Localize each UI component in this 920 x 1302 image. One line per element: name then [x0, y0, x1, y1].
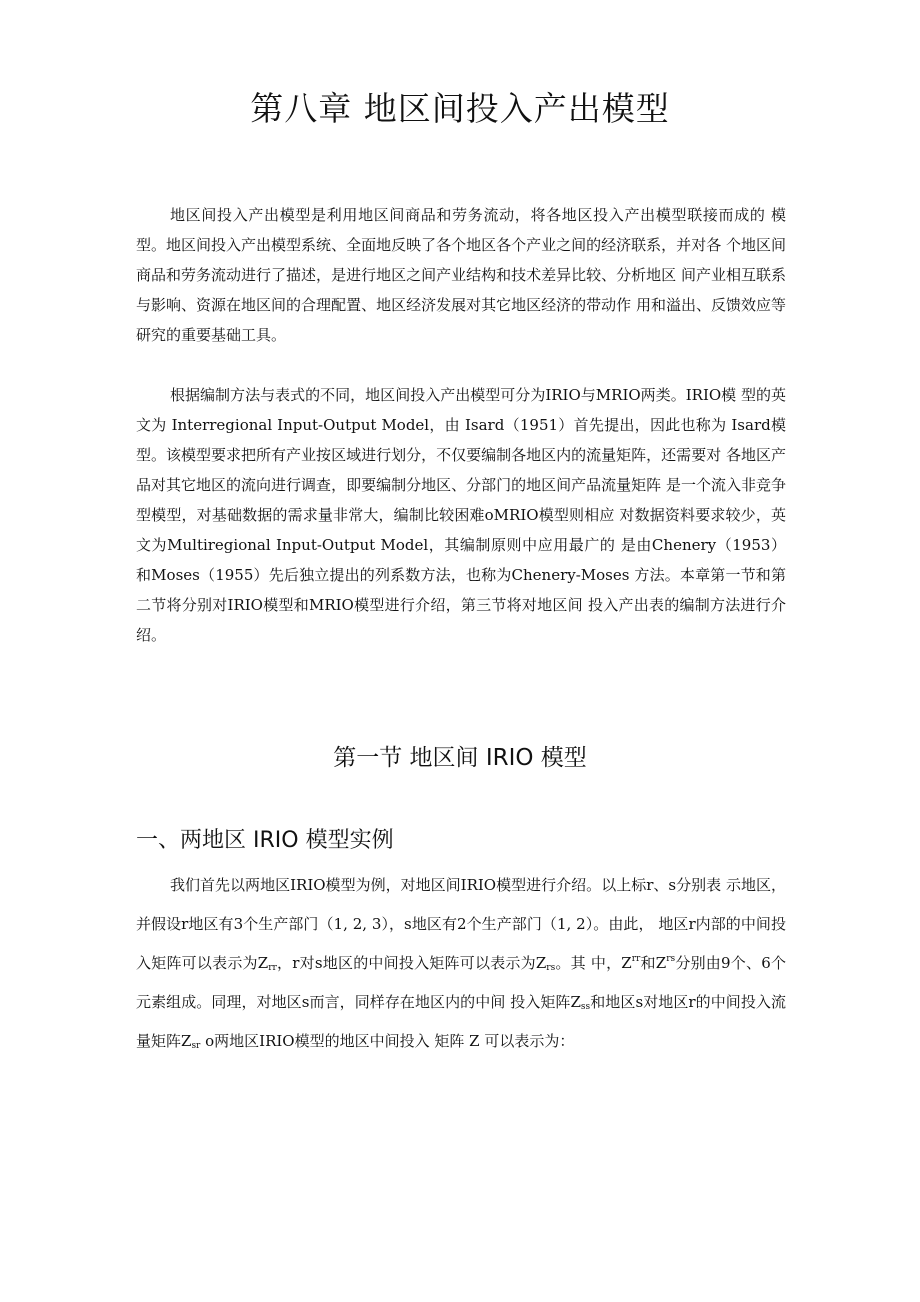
superscript-rs: rs	[666, 954, 676, 964]
irio-example-paragraph	[136, 866, 786, 1061]
text-run: 我们首先以两地区IRIO模型为例，对地区间IRIO模型进行介绍。以上标r、s分别表 示地区，并假设r地区有3个生产部门（1, 2, 3），s地区有2个生产部门（1, 2）。由此， 地区r内部的中间投入矩阵可以表示为Z	[136, 876, 786, 972]
section-title: 第一节 地区间 IRIO 模型	[333, 745, 587, 771]
text-run: 。其 中，Z	[555, 954, 632, 972]
subscript-sr: sr	[191, 1041, 201, 1051]
intro-paragraph: 地区间投入产出模型是利用地区间商品和劳务流动，将各地区投入产出模型联接而成的 模型。地区间投入产出模型系统、全面地反映了各个地区各个产业之间的经济联系，并对各 个地区间商品和劳务流动进行了描述，是进行地区之间产业结构和技术差异比较、分析地区 间产业相互联系与影响、资源在地区间的合理配置、地区经济发展对其它地区经济的带动作 用和溢出、反馈效应等研究的重要基础工具。	[136, 206, 786, 344]
text-run: 和Z	[640, 954, 667, 972]
text-run: o两地区IRIO模型的地区中间投入 矩阵 Z 可以表示为：	[200, 1032, 575, 1050]
text-run: 分别由9个、6个元素组成。同理，对地区s而言，同样存在地区内的中间 投入矩阵Z	[136, 954, 786, 1011]
superscript-rr: rr	[631, 954, 641, 964]
subsection-title: 一、两地区 IRIO 模型实例	[136, 828, 394, 853]
subscript-rs: rs	[546, 963, 556, 973]
text-run: 和地区s对地区r的中间投入流量矩阵Z	[136, 993, 786, 1050]
subscript-rr: rr	[268, 963, 277, 973]
chapter-title: 第八章 地区间投入产出模型	[250, 89, 670, 128]
classification-paragraph: 根据编制方法与表式的不同，地区间投入产出模型可分为IRIO与MRIO两类。IRIO模 型的英文为 Interregional Input-Output Model，由 Isard（1951）首先提出，因此也称为 Isard模型。该模型要求把所有产业按区域进行划分，不仅要编制各地区内的流量矩阵，还需要对 各地区产品对其它地区的流向进行调查，即要编制分地区、分部门的地区间产品流量矩阵 是一个流入非竞争型模型，对基础数据的需求量非常大，编制比较困难oMRIO模型则相应 对数据资料要求较少，英文为Multiregional Input-Output Model，其编制原则中应用最广的 是由Chenery（1953）和Moses（1955）先后独立提出的列系数方法，也称为Chenery-Moses 方法。本章第一节和第二节将分别对IRIO模型和MRIO模型进行介绍，第三节将对地区间 投入产出表的编制方法进行介绍。	[136, 386, 786, 644]
text-run: ，r对s地区的中间投入矩阵可以表示为Z	[276, 954, 547, 972]
subscript-ss: ss	[580, 1002, 591, 1012]
